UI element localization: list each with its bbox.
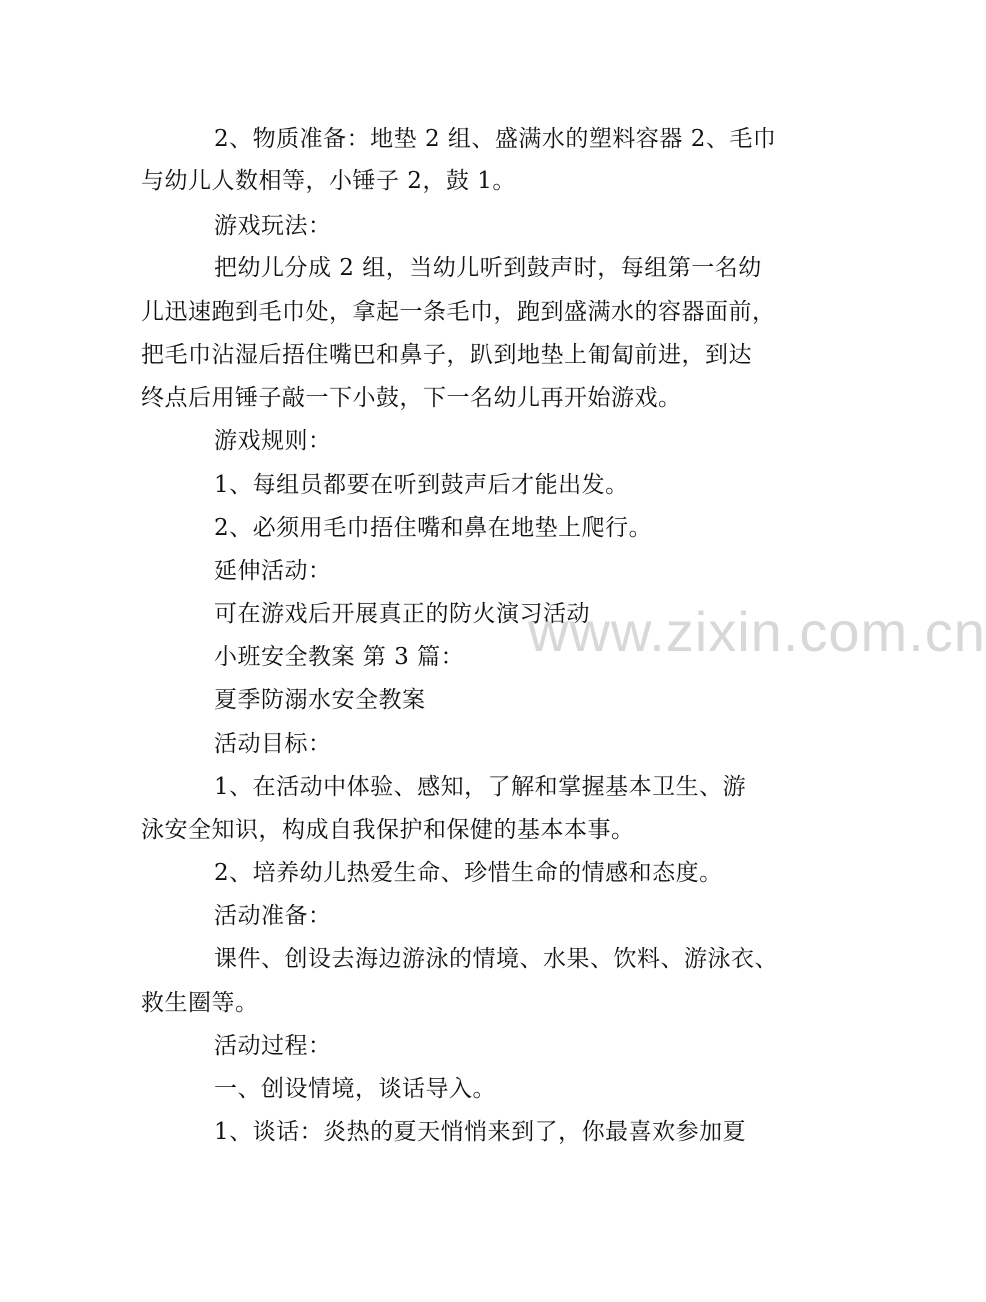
text-line: 一、创设情境，谈话导入。 [214,1076,496,1102]
text-line: 2、物质准备：地垫 2 组、盛满水的塑料容器 2、毛巾 [214,126,777,152]
text-line: 1、谈话：炎热的夏天悄悄来到了，你最喜欢参加夏 [214,1119,747,1145]
text-line: 儿迅速跑到毛巾处，拿起一条毛巾，跑到盛满水的容器面前， [141,299,776,325]
text-line: 2、必须用毛巾捂住嘴和鼻在地垫上爬行。 [214,515,653,541]
lesson-title: 夏季防溺水安全教案 [214,687,426,713]
text-line: 把幼儿分成 2 组，当幼儿听到鼓声时，每组第一名幼 [214,255,762,281]
chapter-heading: 小班安全教案 第 3 篇： [214,644,465,670]
section-heading: 延伸活动： [214,558,332,584]
section-heading: 活动准备： [214,903,332,929]
section-heading: 游戏玩法： [214,213,332,239]
text-line: 救生圈等。 [141,990,259,1016]
text-line: 2、培养幼儿热爱生命、珍惜生命的情感和态度。 [214,860,723,886]
watermark: www.zixin.com.cn [528,600,986,663]
text-line: 与幼儿人数相等，小锤子 2，鼓 1。 [141,168,516,194]
section-heading: 活动过程： [214,1033,332,1059]
text-line: 终点后用锤子敲一下小鼓，下一名幼儿再开始游戏。 [141,385,682,411]
text-line: 课件、创设去海边游泳的情境、水果、饮料、游泳衣、 [214,946,778,972]
text-line: 1、在活动中体验、感知，了解和掌握基本卫生、游 [214,774,747,800]
text-line: 泳安全知识，构成自我保护和保健的基本本事。 [141,817,635,843]
text-line: 把毛巾沾湿后捂住嘴巴和鼻子，趴到地垫上匍匐前进，到达 [141,342,752,368]
section-heading: 游戏规则： [214,428,332,454]
text-line: 可在游戏后开展真正的防火演习活动 [214,601,590,627]
text-line: 1、每组员都要在听到鼓声后才能出发。 [214,472,629,498]
section-heading: 活动目标： [214,731,332,757]
